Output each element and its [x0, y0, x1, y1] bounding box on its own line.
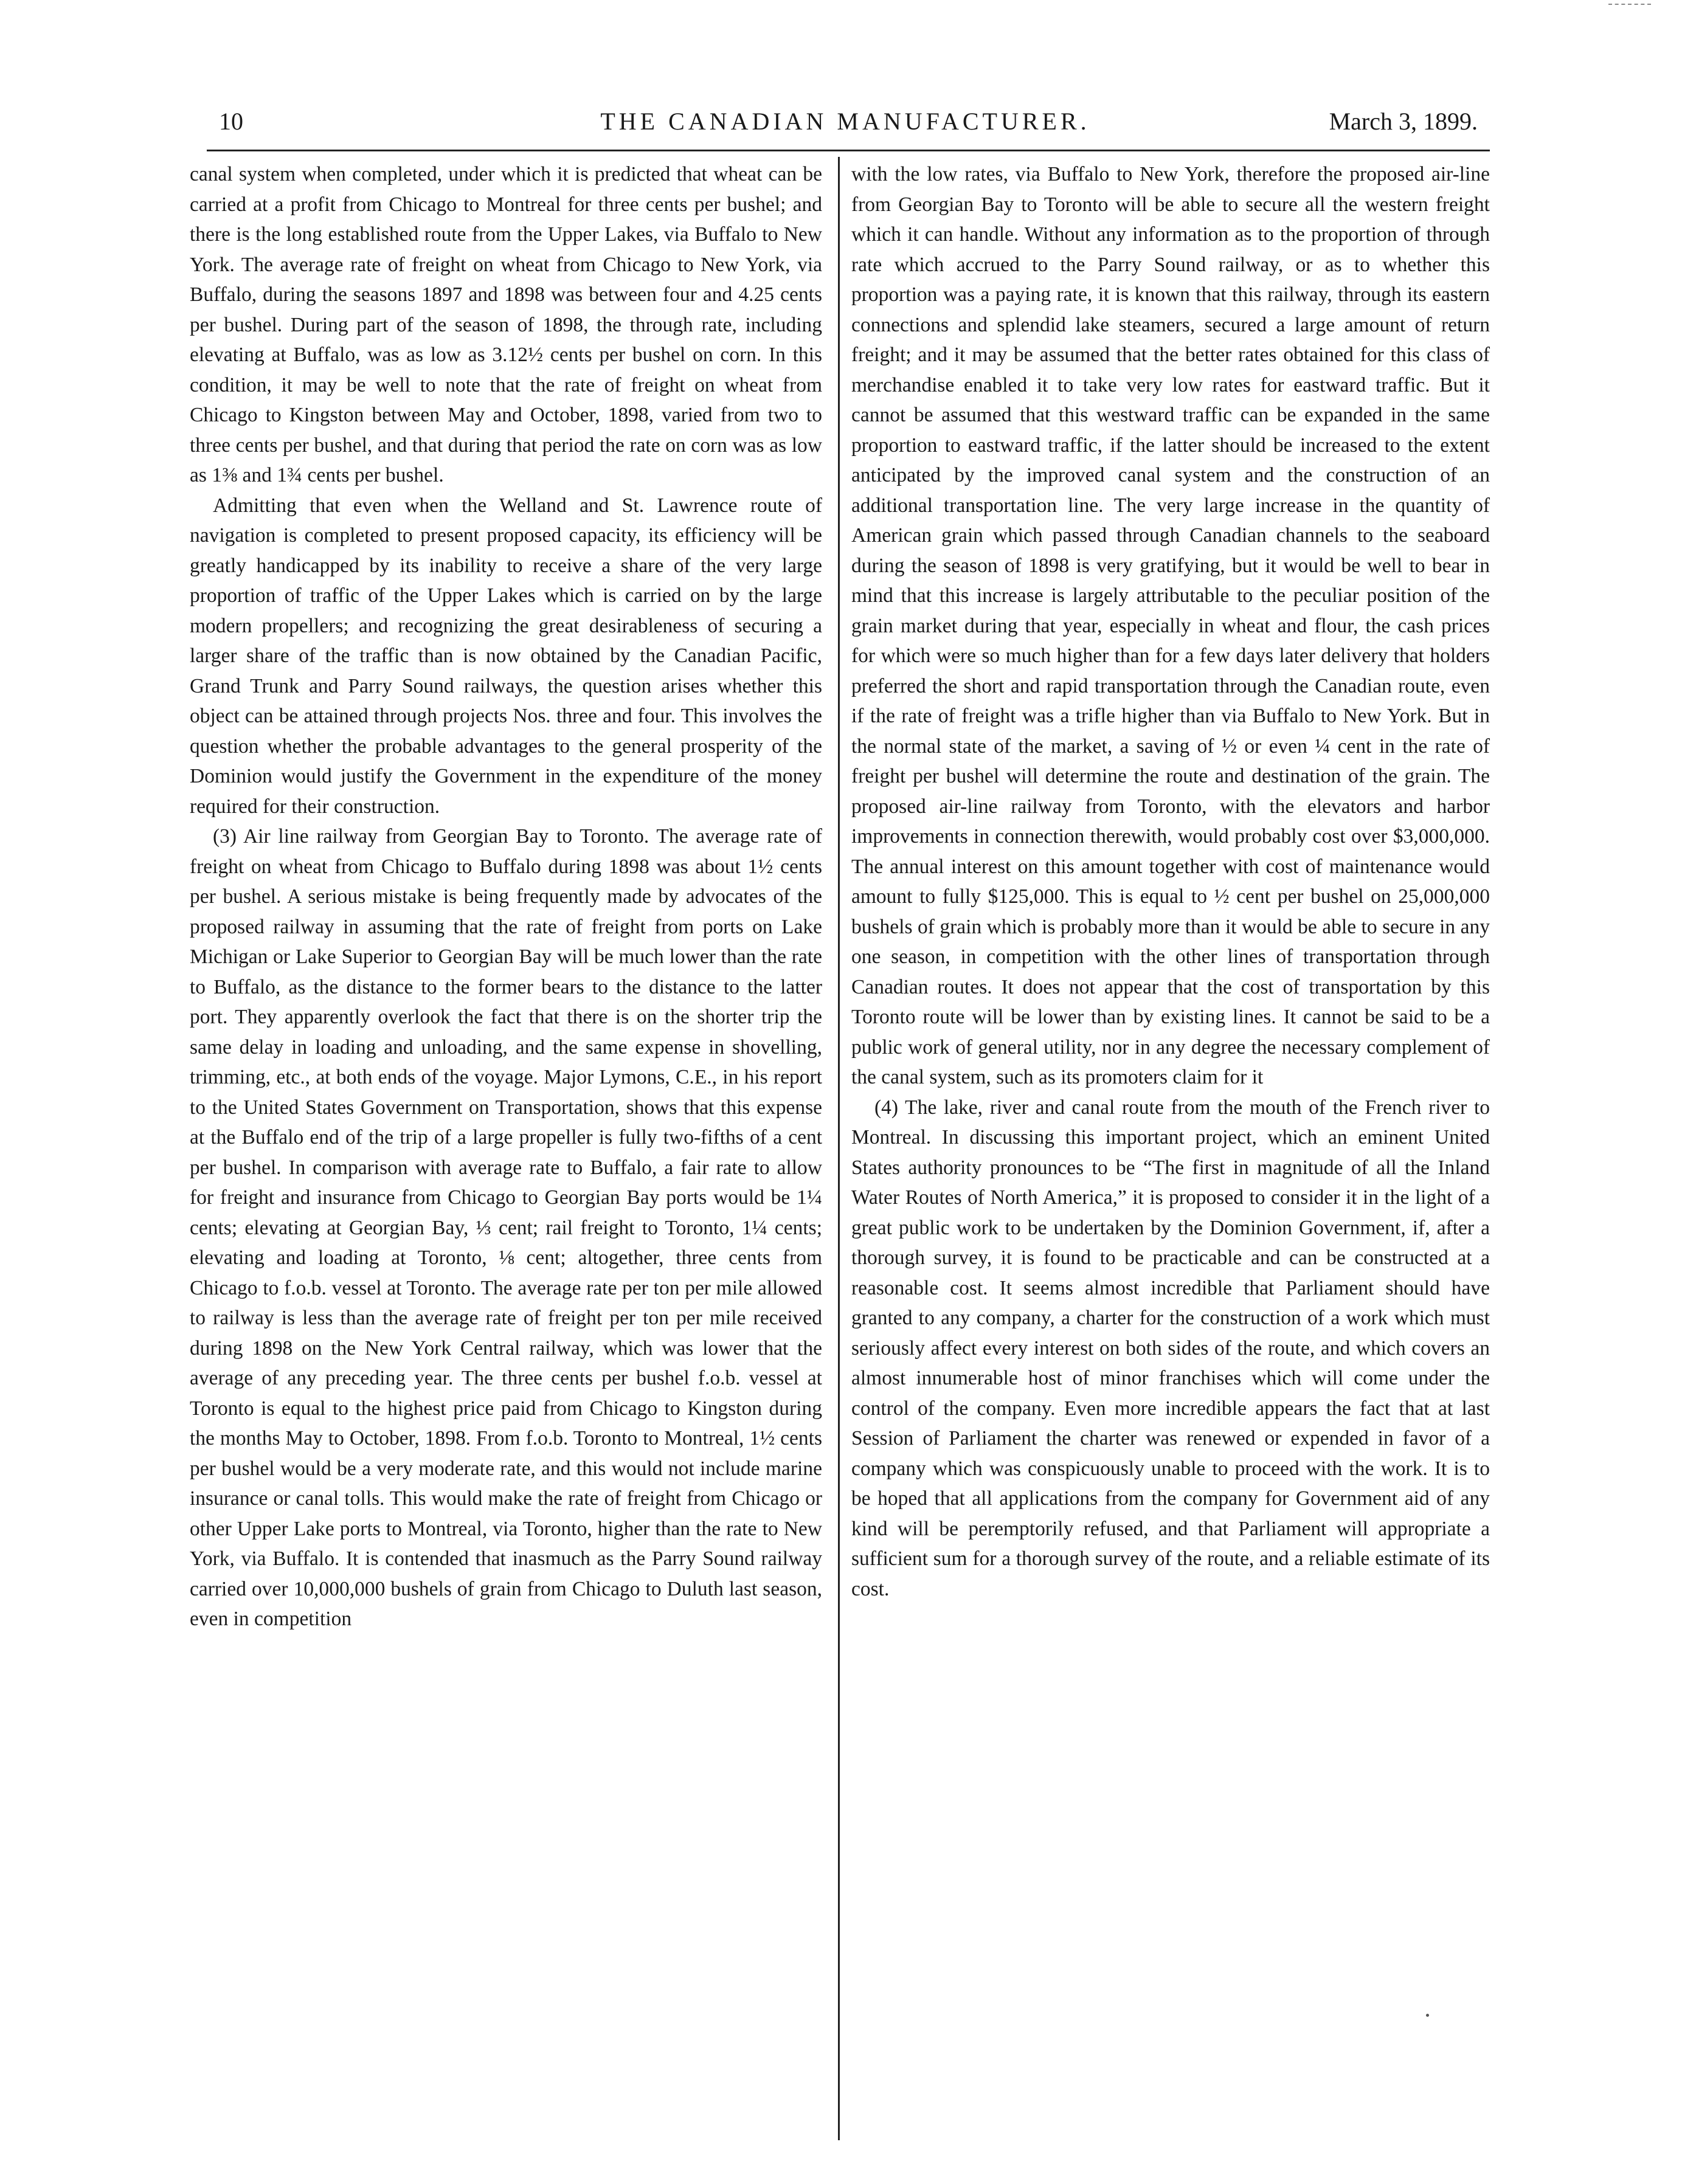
issue-date: March 3, 1899. [1329, 108, 1478, 135]
scan-corner-mark [1608, 4, 1651, 5]
left-paragraph-2: Admitting that even when the Welland and St. Lawrence route of navigation is completed to present proposed capacity, its efficiency will be greatly handicapped by its inability to receive a share of the very large proportion of traffic of the Upper Lakes which is carried on by the large modern propellers; and recognizing the great desirableness of securing a larger share of the traffic than is now obtained by the Canadian Pacific, Grand Trunk and Parry Sound railways, the question arises whether this object can be attained through projects Nos. three and four. This involves the question whether the probable advantages to the general prosperity of the Dominion would justify the Government in the expenditure of the money required for their construction. [190, 494, 822, 818]
left-column [190, 159, 822, 1634]
left-paragraph-1: canal system when completed, under which it is predicted that wheat can be carried at a profit from Chicago to Montreal for three cents per bushel; and there is the long established route from the Upper Lakes, via Buffalo to New York. The average rate of freight on wheat from Chicago to New York, via Buffalo, during the seasons 1897 and 1898 was between four and 4.25 cents per bushel. During part of the season of 1898, the through rate, including elevating at Buffalo, was as low as 3.12½ cents per bushel on corn. In this condition, it may be well to note that the rate of freight on wheat from Chicago to Kingston between May and October, 1898, varied from two to three cents per bushel, and that during that period the rate on corn was as low as 1⅜ and 1¾ cents per bushel. [190, 163, 822, 486]
right-column [851, 159, 1490, 1604]
header-rule [207, 150, 1490, 151]
column-divider [838, 157, 840, 2140]
journal-title: THE CANADIAN MANUFACTURER. [600, 108, 1090, 135]
scan-speck [1426, 2014, 1429, 2017]
right-paragraph-2: (4) The lake, river and canal route from the mouth of the French river to Montreal. In discussing this important project, which an eminent United States authority pronounces to be “The first in magnitude of all the Inland Water Routes of North America,” it is proposed to consider it in the light of a great public work to be undertaken by the Dominion Government, if, after a thorough survey, it is found to be practicable and can be constructed at a reasonable cost. It seems almost incredible that Parliament should have granted to any company, a charter for the construction of a work which must seriously affect every interest on both sides of the route, and which covers an almost innumerable host of minor franchises which will come under the control of the company. Even more incredible appears the fact that at last Session of Parliament the charter was renewed or expended in favor of a company which was conspicuously unable to proceed with the work. It is to be hoped that all applications from the company for Government aid of any kind will be peremptorily refused, and that Parliament will appropriate a sufficient sum for a thorough survey of the route, and a reliable estimate of its cost. [851, 1096, 1490, 1600]
right-paragraph-1: with the low rates, via Buffalo to New York, therefore the proposed air-line from Georgian Bay to Toronto will be able to secure all the western freight which it can handle. Without any information as to the proportion of through rate which accrued to the Parry Sound railway, or as to whether this proportion was a paying rate, it is known that this railway, through its eastern connections and splendid lake steamers, secured a large amount of return freight; and it may be assumed that the better rates obtained for this class of merchandise enabled it to take very low rates for eastward traffic. But it cannot be assumed that this westward traffic can be expanded in the same proportion to eastward traffic, if the latter should be increased to the extent anticipated by the improved canal system and the construction of an additional transportation line. The very large increase in the quantity of American grain which passed through Canadian channels to the seaboard during the season of 1898 is very gratifying, but it would be well to bear in mind that this increase is largely attributable to the peculiar position of the grain market during that year, especially in wheat and flour, the cash prices for which were so much higher than for a few days later delivery that holders preferred the short and rapid transportation through the Canadian route, even if the rate of freight was a trifle higher than via Buffalo to New York. But in the normal state of the market, a saving of ½ or even ¼ cent in the rate of freight per bushel will determine the route and destination of the grain. The proposed air-line railway from Toronto, with the elevators and harbor improvements in connection therewith, would probably cost over $3,000,000. The annual interest on this amount together with cost of maintenance would amount to fully $125,000. This is equal to ½ cent per bushel on 25,000,000 bushels of grain which is probably more than it would be able to secure in any one season, in competition with the other lines of transportation through Canadian routes. It does not appear that the cost of transportation by this Toronto route will be lower than by existing lines. It cannot be said to be a public work of general utility, nor in any degree the necessary complement of the canal system, such as its promoters claim for it [851, 163, 1490, 1088]
left-paragraph-3: (3) Air line railway from Georgian Bay to Toronto. The average rate of freight on wheat from Chicago to Buffalo during 1898 was about 1½ cents per bushel. A serious mistake is being frequently made by advocates of the proposed railway in assuming that the rate of freight from ports on Lake Michigan or Lake Superior to Georgian Bay will be much lower than the rate to Buffalo, as the distance to the former bears to the distance to the latter port. They apparently overlook the fact that there is on the shorter trip the same delay in loading and unloading, and the same expense in shovelling, trimming, etc., at both ends of the voyage. Major Lymons, C.E., in his report to the United States Government on Transportation, shows that this expense at the Buffalo end of the trip of a large propeller is fully two-fifths of a cent per bushel. In comparison with average rate to Buffalo, a fair rate to allow for freight and insurance from Chicago to Georgian Bay ports would be 1¼ cents; elevating at Georgian Bay, ⅓ cent; rail freight to Toronto, 1¼ cents; elevating and loading at Toronto, ⅛ cent; altogether, three cents from Chicago to f.o.b. vessel at Toronto. The average rate per ton per mile allowed to railway is less than the average rate of freight per ton per mile received during 1898 on the New York Central railway, which was lower that the average of any preceding year. The three cents per bushel f.o.b. vessel at Toronto is equal to the highest price paid from Chicago to Kingston during the months May to October, 1898. From f.o.b. Toronto to Montreal, 1½ cents per bushel would be a very moderate rate, and this would not include marine insurance or canal tolls. This would make the rate of freight from Chicago or other Upper Lake ports to Montreal, via Toronto, higher than the rate to New York, via Buffalo. It is contended that inasmuch as the Parry Sound railway carried over 10,000,000 bushels of grain from Chicago to Duluth last season, even in competition [190, 825, 822, 1630]
page-number: 10 [219, 108, 243, 135]
page-header [207, 103, 1484, 140]
